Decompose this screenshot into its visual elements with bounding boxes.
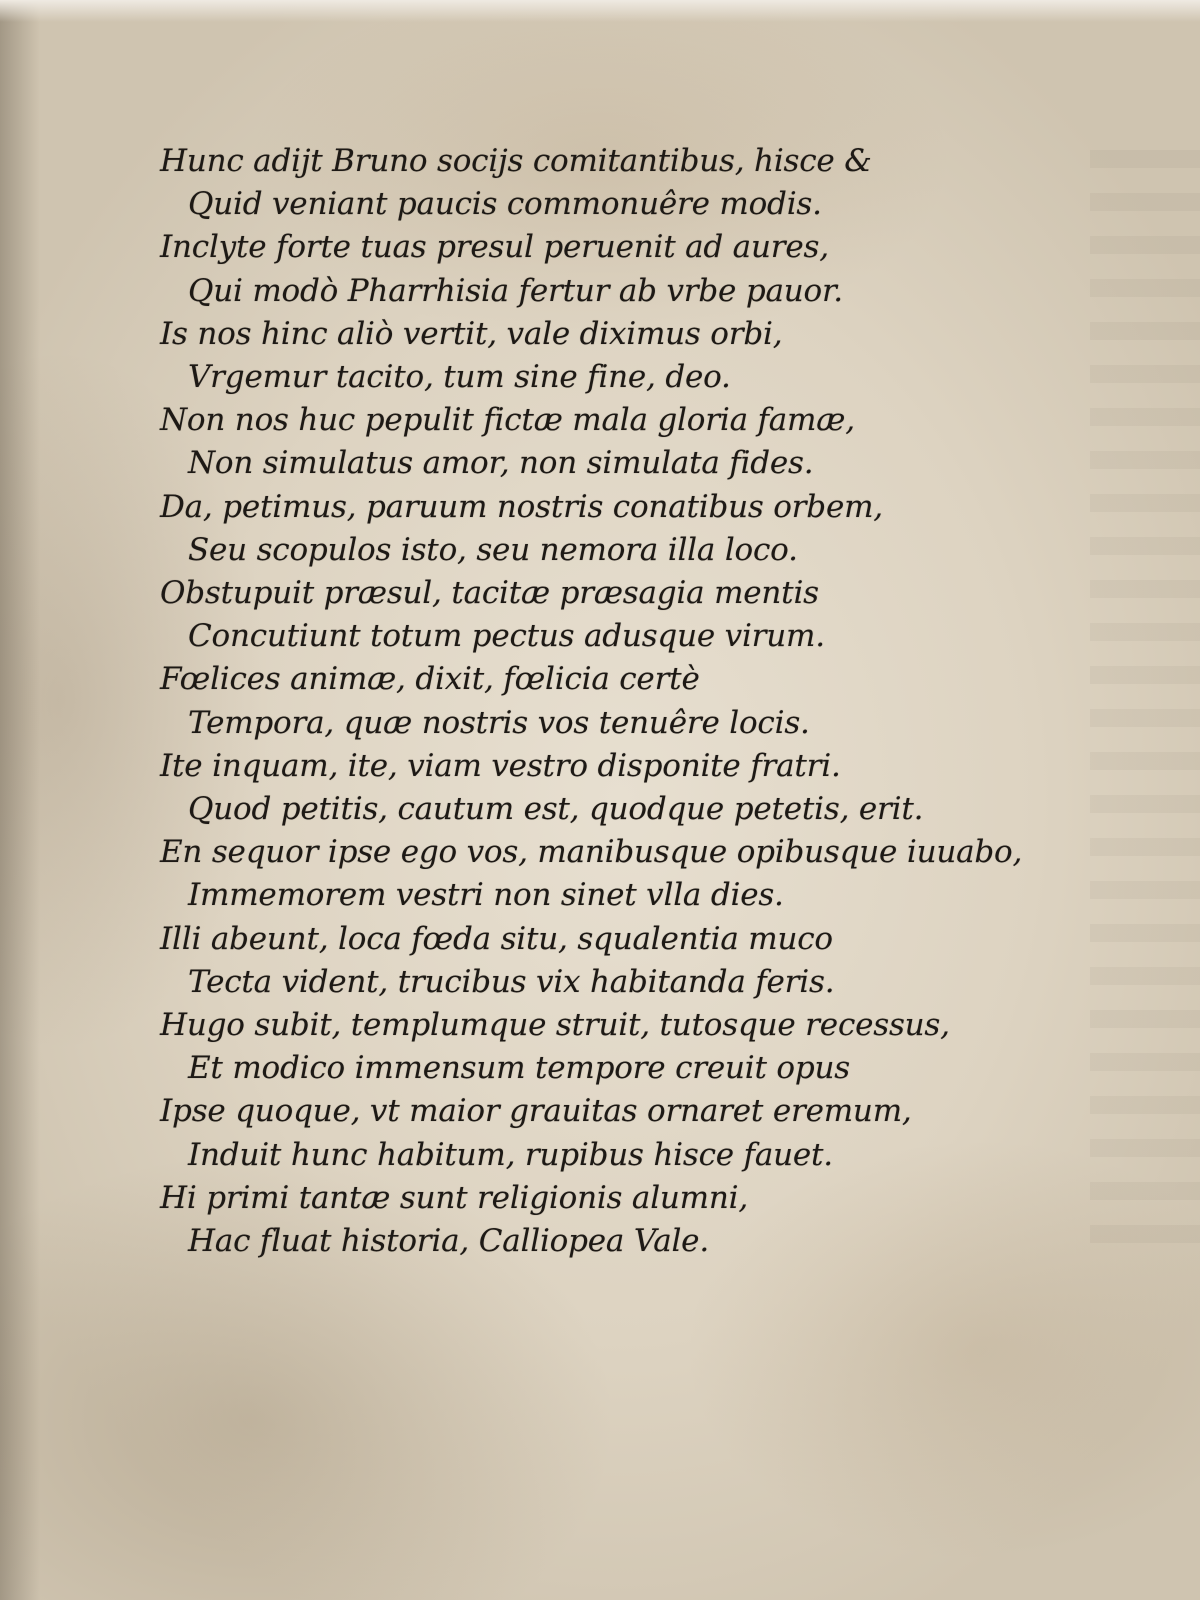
poem-line: Non simulatus amor, non simulata fides. (188, 445, 814, 482)
poem-line: Ipse quoque, vt maior grauitas ornaret eremum, (160, 1093, 912, 1130)
poem-line: Da, petimus, paruum nostris conatibus orbem, (160, 488, 883, 525)
poem-line: Obstupuit præsul, tacitæ præsagia mentis (160, 575, 819, 612)
poem-line: Illi abeunt, loca fœda situ, squalentia muco (160, 920, 833, 957)
poem-line: Hunc adijt Bruno socijs comitantibus, hisce & (160, 143, 872, 179)
poem-line: Et modico immensum tempore creuit opus (188, 1050, 851, 1087)
poem-line: Hi primi tantæ sunt religionis alumni, (160, 1179, 748, 1216)
poem-line: Tempora, quæ nostris vos tenuêre locis. (188, 704, 810, 741)
poem-line: Tecta vident, trucibus vix habitanda feris. (188, 963, 835, 1000)
poem-line: Immemorem vestri non sinet vlla dies. (188, 877, 784, 914)
poem-line: Seu scopulos isto, seu nemora illa loco. (188, 531, 798, 568)
poem-line: Hugo subit, templumque struit, tutosque recessus, (160, 1007, 950, 1044)
poem-line: Quid veniant paucis commonuêre modis. (188, 186, 822, 223)
poem-line: Induit hunc habitum, rupibus hisce fauet. (188, 1136, 833, 1173)
poem-line: Quod petitis, cautum est, quodque petetis, erit. (188, 791, 924, 828)
poem-line: Vrgemur tacito, tum sine fine, deo. (188, 359, 731, 396)
poem-line: Is nos hinc aliò vertit, vale diximus orbi, (160, 315, 783, 352)
poem-line: Concutiunt totum pectus adusque virum. (188, 618, 825, 655)
page-left-shadow (0, 0, 40, 1600)
page-top-edge (0, 0, 1200, 22)
poem-text (150, 140, 1090, 1263)
poem-line: Hac fluat historia, Calliopea Vale. (188, 1223, 709, 1260)
poem-line: En sequor ipse ego vos, manibusque opibusque iuuabo, (160, 834, 1023, 871)
poem-line: Non nos huc pepulit fictæ mala gloria famæ, (160, 402, 855, 439)
poem-line: Qui modò Pharrhisia fertur ab vrbe pauor. (188, 272, 843, 309)
poem-line: Ite inquam, ite, viam vestro disponite fratri. (160, 747, 841, 784)
poem-line: Fœlices animæ, dixit, fœlicia certè (160, 661, 700, 698)
poem-line: Inclyte forte tuas presul peruenit ad aures, (160, 229, 829, 266)
bleed-through-text (1090, 150, 1200, 1250)
